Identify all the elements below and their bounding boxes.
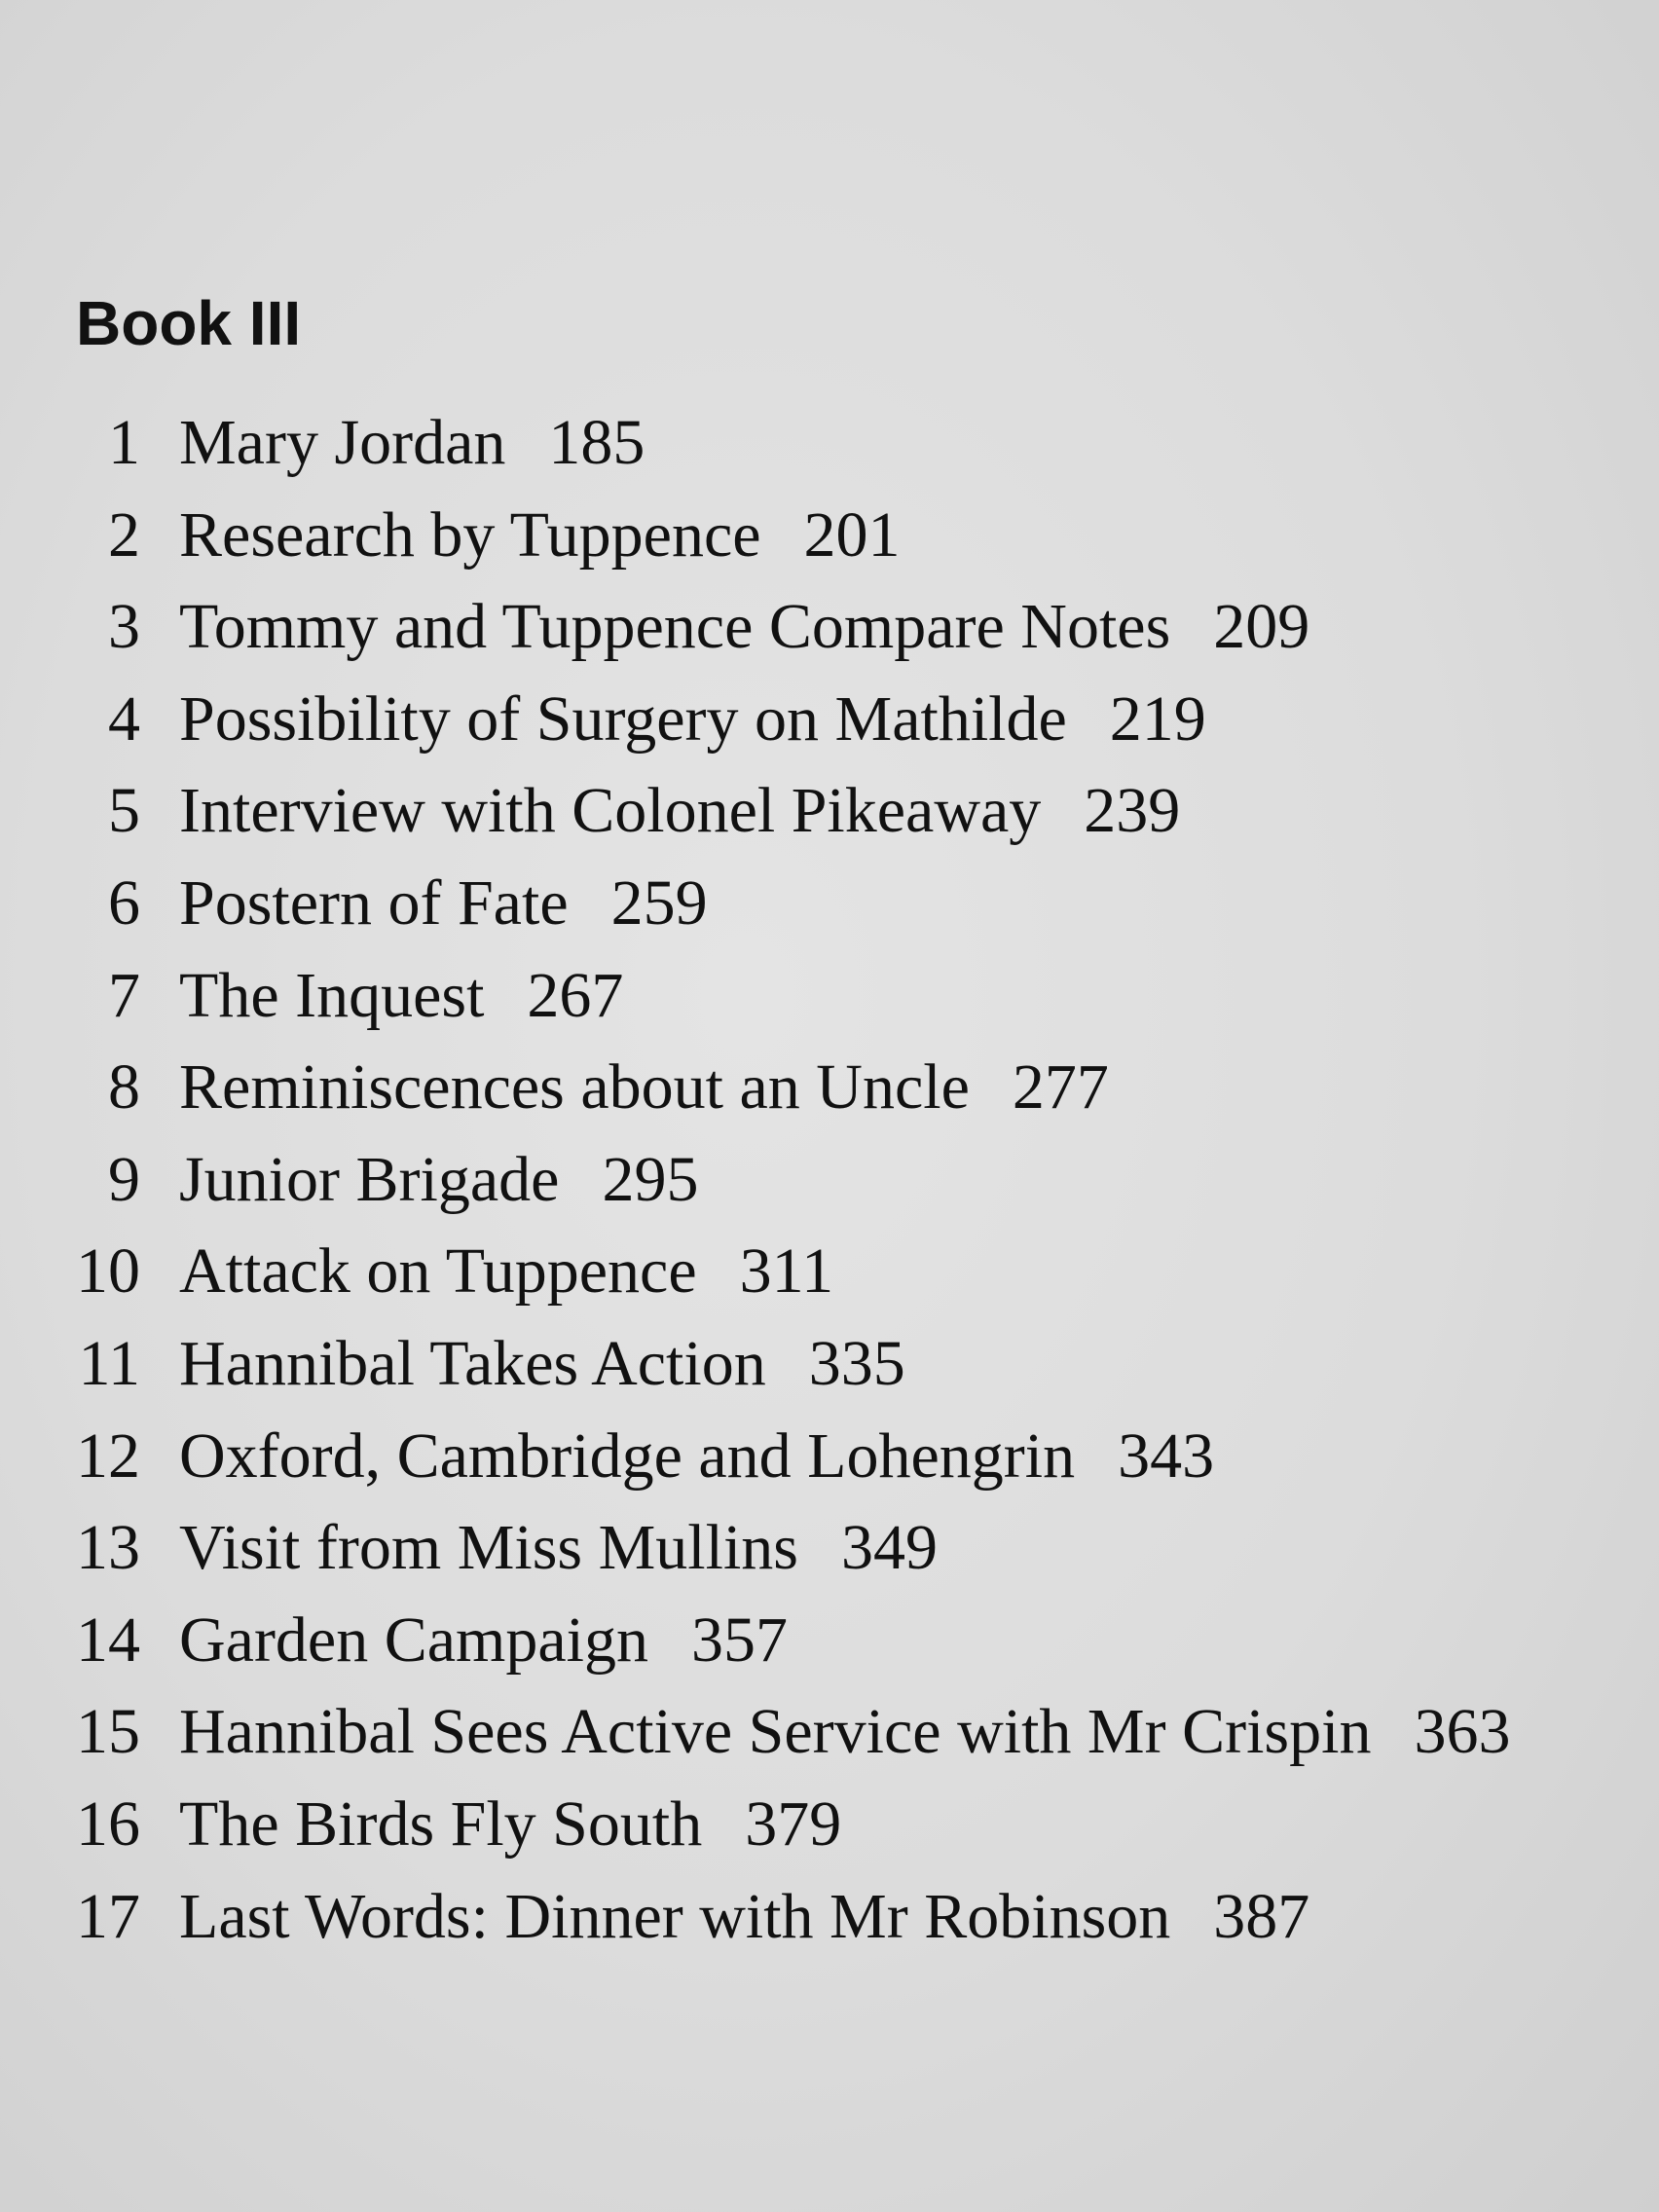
chapter-number: 13	[76, 1512, 140, 1584]
chapter-title-line	[179, 397, 645, 490]
chapter-number: 4	[108, 682, 140, 755]
chapter-number: 12	[76, 1419, 140, 1492]
chapter-page-number: 379	[745, 1788, 842, 1860]
chapter-title-line	[179, 1502, 938, 1595]
chapter-page-number: 277	[1012, 1051, 1109, 1124]
chapter-page-number: 387	[1213, 1880, 1310, 1952]
chapter-title-line	[179, 1871, 1309, 1964]
chapter-title: Postern of Fate	[179, 866, 569, 939]
toc-entry-2	[0, 490, 1659, 582]
chapter-title-line	[179, 1779, 841, 1871]
chapter-title: Visit from Miss Mullins	[179, 1512, 798, 1584]
chapter-title-line	[179, 1411, 1214, 1503]
chapter-title: The Birds Fly South	[179, 1788, 703, 1860]
chapter-number: 2	[108, 498, 140, 571]
toc-entry-1	[0, 397, 1659, 490]
chapter-title-line	[179, 490, 901, 582]
toc-entry-6	[0, 858, 1659, 950]
chapter-page-number: 357	[691, 1604, 789, 1676]
chapter-title: Last Words: Dinner with Mr Robinson	[179, 1880, 1171, 1952]
chapter-page-number: 335	[808, 1327, 905, 1399]
chapter-page-number: 349	[840, 1512, 938, 1584]
chapter-title-line	[179, 1686, 1510, 1779]
chapter-title: Tommy and Tuppence Compare Notes	[179, 591, 1171, 663]
chapter-title-line	[179, 1595, 788, 1687]
toc-entry-9	[0, 1134, 1659, 1227]
chapter-number: 3	[108, 591, 140, 663]
toc-entry-3	[0, 581, 1659, 674]
toc-entry-10	[0, 1226, 1659, 1318]
chapter-number: 17	[76, 1880, 140, 1952]
chapter-title-line	[179, 765, 1180, 858]
chapter-title-line	[179, 1042, 1109, 1134]
chapter-page-number: 239	[1084, 775, 1181, 847]
chapter-page-number: 201	[803, 498, 901, 571]
chapter-page-number: 295	[602, 1143, 699, 1215]
toc-entry-14	[0, 1595, 1659, 1687]
toc-entry-5	[0, 765, 1659, 858]
chapter-number: 11	[78, 1327, 140, 1399]
chapter-page-number: 259	[610, 866, 708, 939]
toc-entry-8	[0, 1042, 1659, 1134]
chapter-page-number: 343	[1118, 1419, 1215, 1492]
chapter-title: Oxford, Cambridge and Lohengrin	[179, 1419, 1076, 1492]
chapter-number: 8	[108, 1051, 140, 1124]
chapter-title-line	[179, 950, 623, 1043]
chapter-title-line	[179, 1134, 698, 1227]
toc-entry-4	[0, 674, 1659, 766]
chapter-page-number: 209	[1213, 591, 1310, 663]
chapter-number: 7	[108, 959, 140, 1031]
chapter-title: Research by Tuppence	[179, 498, 761, 571]
chapter-title: Possibility of Surgery on Mathilde	[179, 682, 1067, 755]
chapter-title: Hannibal Takes Action	[179, 1327, 766, 1399]
chapter-title-line	[179, 858, 708, 950]
toc-entry-7	[0, 950, 1659, 1043]
chapter-title-line	[179, 1318, 905, 1411]
chapter-number: 6	[108, 866, 140, 939]
toc-entry-12	[0, 1411, 1659, 1503]
chapter-number: 9	[108, 1143, 140, 1215]
chapter-page-number: 363	[1414, 1696, 1511, 1768]
chapter-page-number: 267	[527, 959, 624, 1031]
chapter-page-number: 185	[548, 407, 645, 478]
toc-entry-11	[0, 1318, 1659, 1411]
chapter-title: Garden Campaign	[179, 1604, 649, 1676]
toc-entry-13	[0, 1502, 1659, 1595]
toc-entry-15	[0, 1686, 1659, 1779]
chapter-number: 10	[76, 1235, 140, 1308]
chapter-title: Reminiscences about an Uncle	[179, 1051, 970, 1124]
toc-entry-16	[0, 1779, 1659, 1871]
chapter-title: The Inquest	[179, 959, 485, 1031]
chapter-title-line	[179, 674, 1206, 766]
chapter-number: 1	[108, 407, 140, 478]
chapter-number: 14	[76, 1604, 140, 1676]
chapter-title: Attack on Tuppence	[179, 1235, 697, 1308]
toc-entry-17	[0, 1871, 1659, 1964]
chapter-title: Mary Jordan	[179, 407, 506, 478]
chapter-title-line	[179, 581, 1309, 674]
chapter-title-line	[179, 1226, 833, 1318]
section-heading: Book III	[76, 288, 302, 358]
chapter-title: Hannibal Sees Active Service with Mr Crispin	[179, 1696, 1372, 1768]
chapter-title: Junior Brigade	[179, 1143, 560, 1215]
chapter-page-number: 311	[739, 1235, 834, 1308]
chapter-number: 5	[108, 775, 140, 847]
chapter-page-number: 219	[1109, 682, 1206, 755]
table-of-contents	[0, 397, 1659, 1963]
chapter-title: Interview with Colonel Pikeaway	[179, 775, 1042, 847]
chapter-number: 15	[76, 1696, 140, 1768]
chapter-number: 16	[76, 1788, 140, 1860]
